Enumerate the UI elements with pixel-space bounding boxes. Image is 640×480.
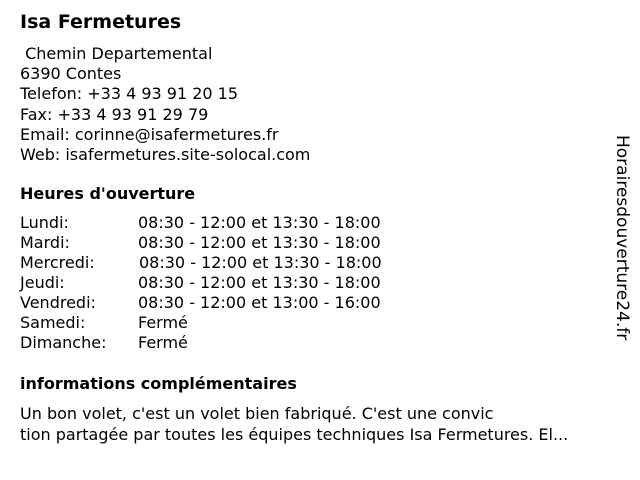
day-label: Vendredi: [20,293,96,312]
hours-heading: Heures d'ouverture [20,184,196,203]
address-city: 6390 Contes [20,64,122,84]
business-name: Isa Fermetures [20,11,182,33]
day-label: Lundi: [20,213,69,232]
day-label: Samedi: [20,313,86,332]
fax-number: Fax: +33 4 93 91 29 79 [20,104,209,124]
day-hours: 08:30 - 12:00 et 13:30 - 18:00 [139,253,382,272]
info-line-1: Un bon volet, c'est un volet bien fabriqué. C'est une convic [20,404,494,423]
day-hours: 08:30 - 12:00 et 13:30 - 18:00 [138,273,381,292]
address-street: Chemin Departemental [20,44,213,63]
day-label: Mardi: [20,233,70,252]
day-label: Dimanche: [20,333,107,352]
contact-block [20,44,310,165]
day-hours: Fermé [138,333,188,352]
day-hours: 08:30 - 12:00 et 13:30 - 18:00 [138,233,381,252]
info-heading: informations complémentaires [20,374,297,393]
day-label: Jeudi: [20,273,65,292]
day-hours: Fermé [138,313,188,332]
day-hours: 08:30 - 12:00 et 13:00 - 16:00 [138,293,381,312]
info-description [20,403,568,445]
site-watermark: Horairesdouverture24.fr [612,135,632,341]
website: Web: isafermetures.site-solocal.com [20,145,311,165]
email-address: Email: corinne@isafermetures.fr [20,124,279,144]
day-hours: 08:30 - 12:00 et 13:30 - 18:00 [138,213,381,232]
info-line-2: tion partagée par toutes les équipes techniques Isa Fermetures. El... [20,425,569,444]
day-label: Mercredi: [20,253,95,272]
phone-number: Telefon: +33 4 93 91 20 15 [20,84,239,104]
